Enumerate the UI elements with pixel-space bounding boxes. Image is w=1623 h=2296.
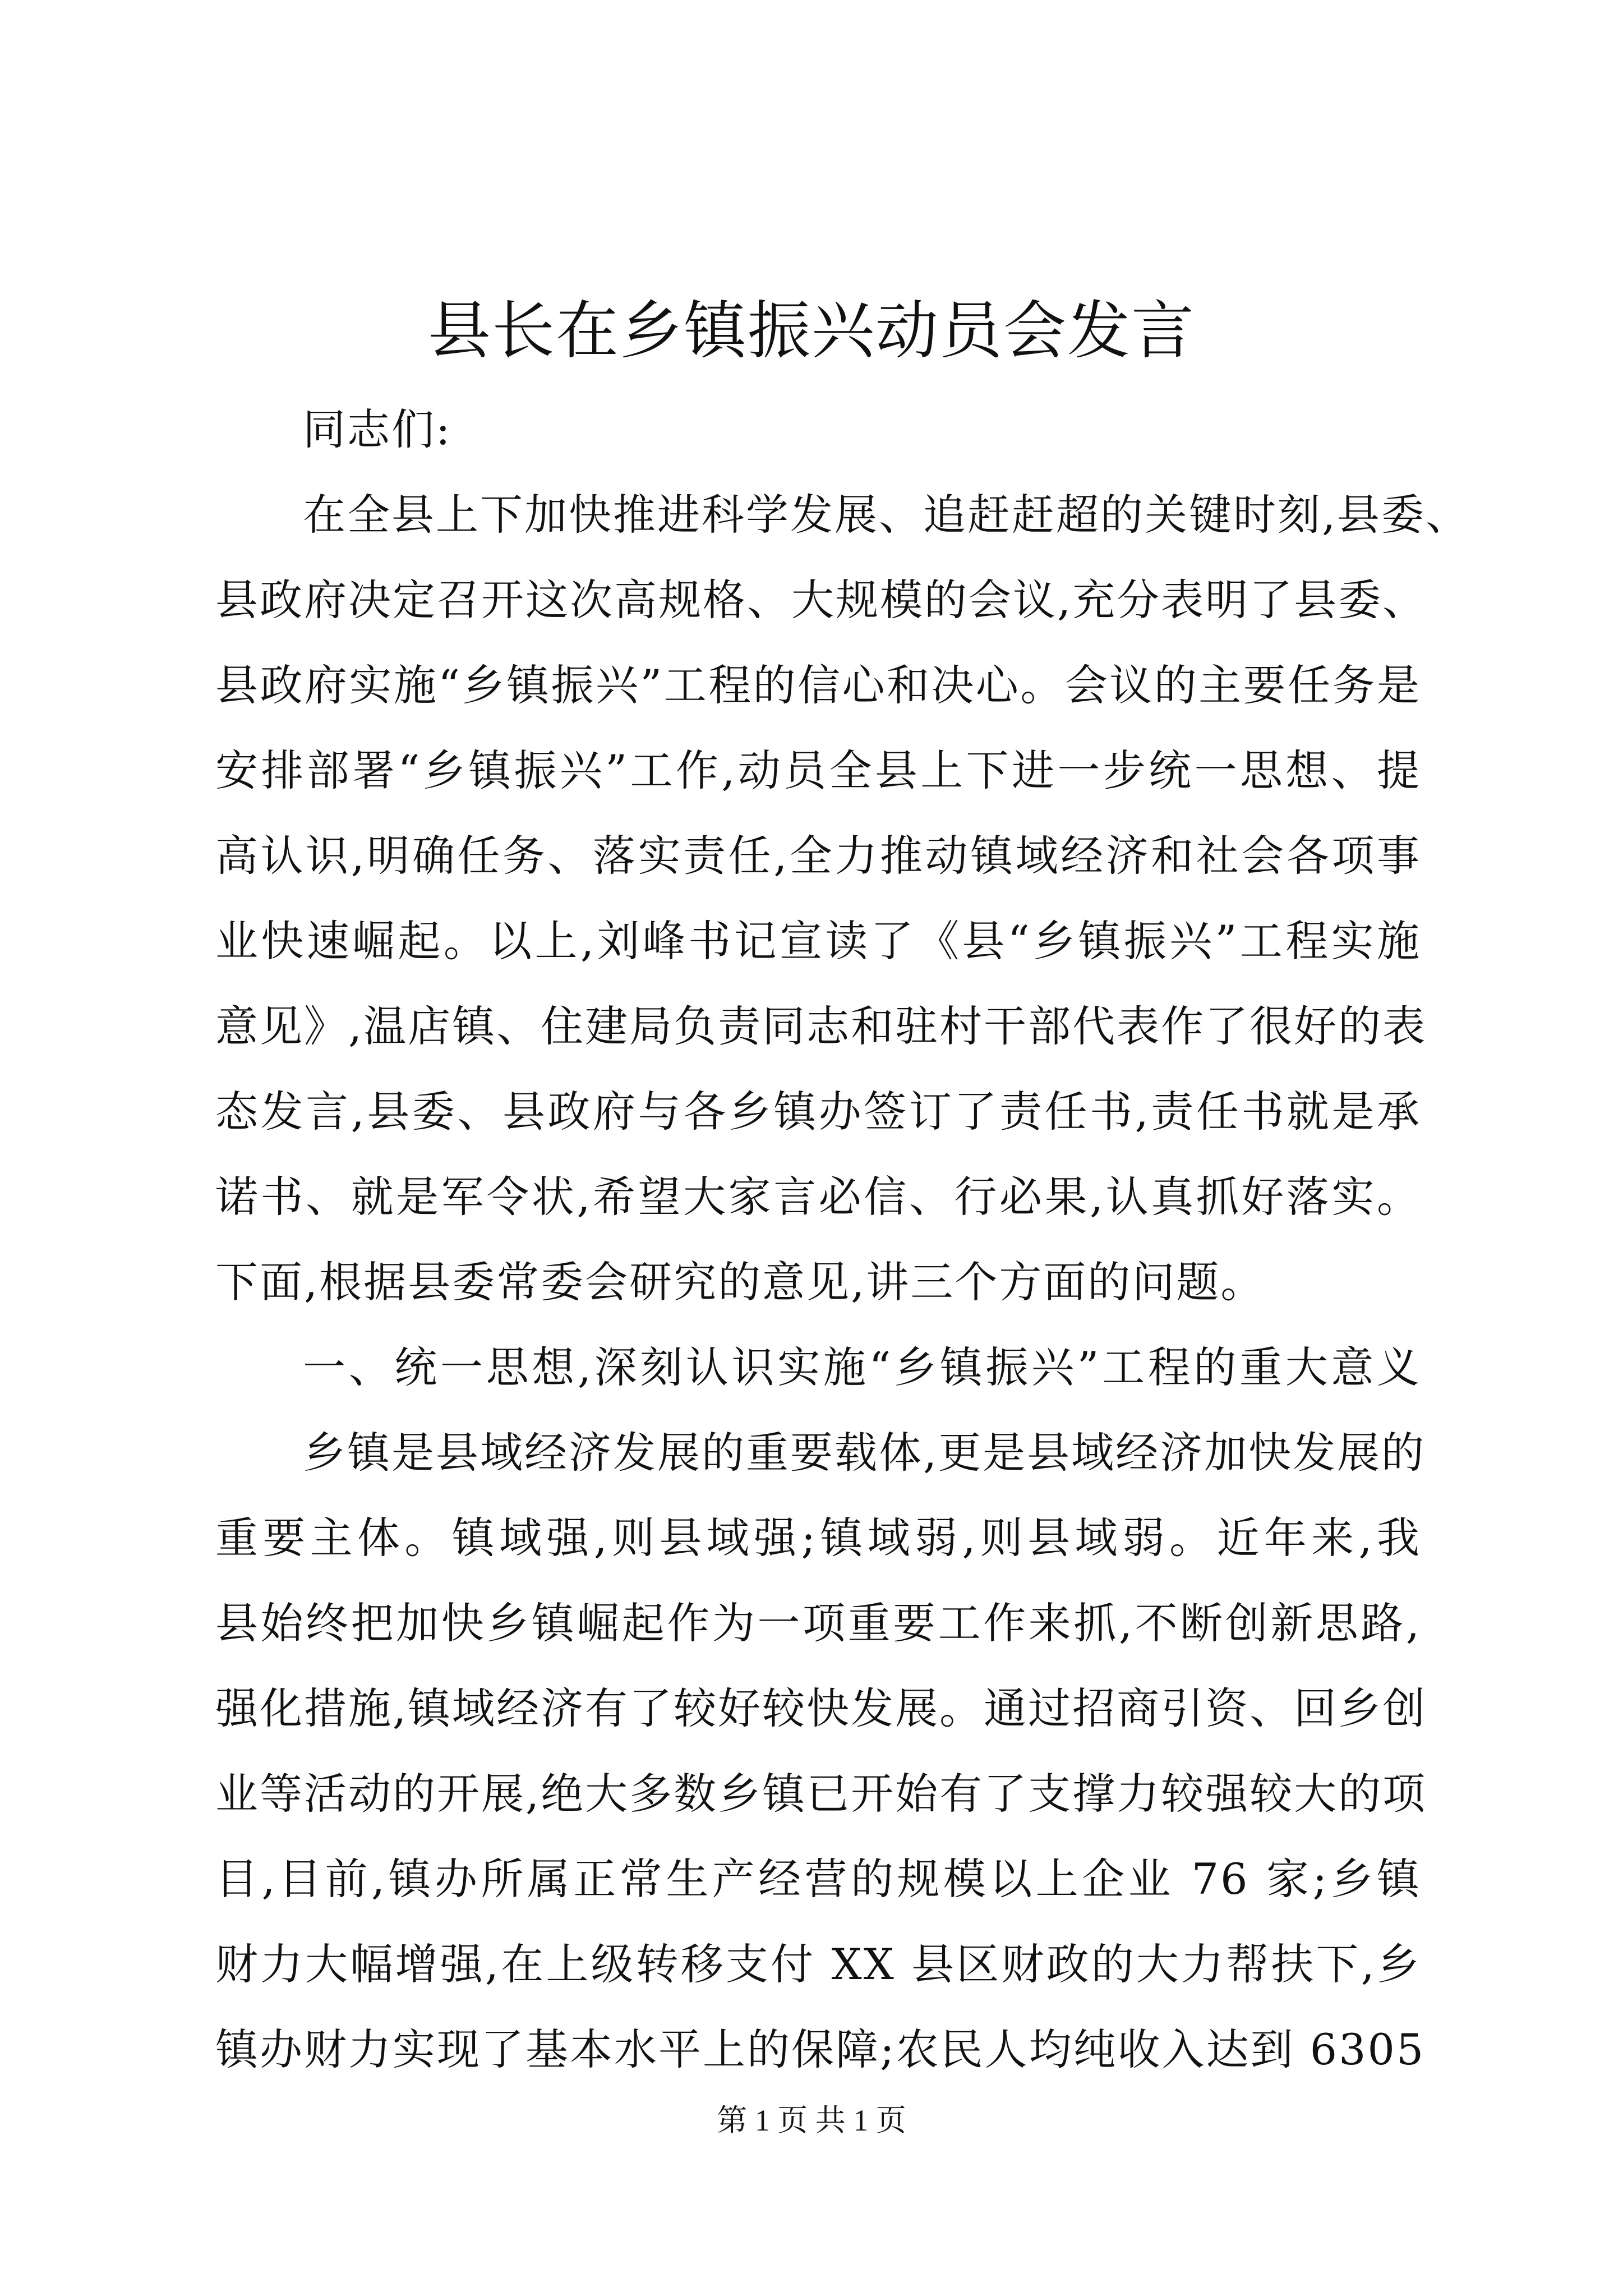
body-line: 业快速崛起。以上,刘峰书记宣读了《县“乡镇振兴”工程实施 bbox=[215, 916, 1421, 966]
body-line: 财力大幅增强,在上级转移支付 XX 县区财政的大力帮扶下,乡 bbox=[215, 1939, 1421, 1989]
section-heading: 一、统一思想,深刻认识实施“乡镇振兴”工程的重大意义 bbox=[303, 1342, 1421, 1392]
body-line: 重要主体。镇域强,则县域强;镇域弱,则县域弱。近年来,我 bbox=[215, 1513, 1421, 1563]
body-line: 目,目前,镇办所属正常生产经营的规模以上企业 76 家;乡镇 bbox=[215, 1854, 1421, 1904]
body-line: 诺书、就是军令状,希望大家言必信、行必果,认真抓好落实。 bbox=[215, 1172, 1421, 1222]
body-line: 在全县上下加快推进科学发展、追赶赶超的关键时刻,县委、 bbox=[303, 490, 1470, 540]
body-line: 下面,根据县委常委会研究的意见,讲三个方面的问题。 bbox=[215, 1257, 1265, 1307]
page-footer: 第 1 页 共 1 页 bbox=[717, 2104, 906, 2137]
body-line: 县政府实施“乡镇振兴”工程的信心和决心。会议的主要任务是 bbox=[215, 660, 1421, 710]
body-line: 镇办财力实现了基本水平上的保障;农民人均纯收入达到 6305 bbox=[215, 2024, 1426, 2074]
body-line: 意见》,温店镇、住建局负责同志和驻村干部代表作了很好的表 bbox=[215, 1001, 1427, 1051]
body-line: 强化措施,镇域经济有了较好较快发展。通过招商引资、回乡创 bbox=[215, 1683, 1427, 1733]
body-line: 业等活动的开展,绝大多数乡镇已开始有了支撑力较强较大的项 bbox=[215, 1769, 1427, 1819]
body-line: 县始终把加快乡镇崛起作为一项重要工作来抓,不断创新思路, bbox=[215, 1598, 1421, 1648]
body-line: 态发言,县委、县政府与各乡镇办签订了责任书,责任书就是承 bbox=[215, 1087, 1421, 1137]
document-body bbox=[215, 387, 1470, 2092]
body-line: 安排部署“乡镇振兴”工作,动员全县上下进一步统一思想、提 bbox=[215, 746, 1421, 795]
document-title: 县长在乡镇振兴动员会发言 bbox=[428, 295, 1195, 367]
body-line: 同志们: bbox=[303, 404, 452, 454]
body-line: 乡镇是县域经济发展的重要载体,更是县域经济加快发展的 bbox=[303, 1428, 1426, 1478]
body-line: 高认识,明确任务、落实责任,全力推动镇域经济和社会各项事 bbox=[215, 831, 1421, 881]
body-line: 县政府决定召开这次高规格、大规模的会议,充分表明了县委、 bbox=[215, 575, 1427, 625]
